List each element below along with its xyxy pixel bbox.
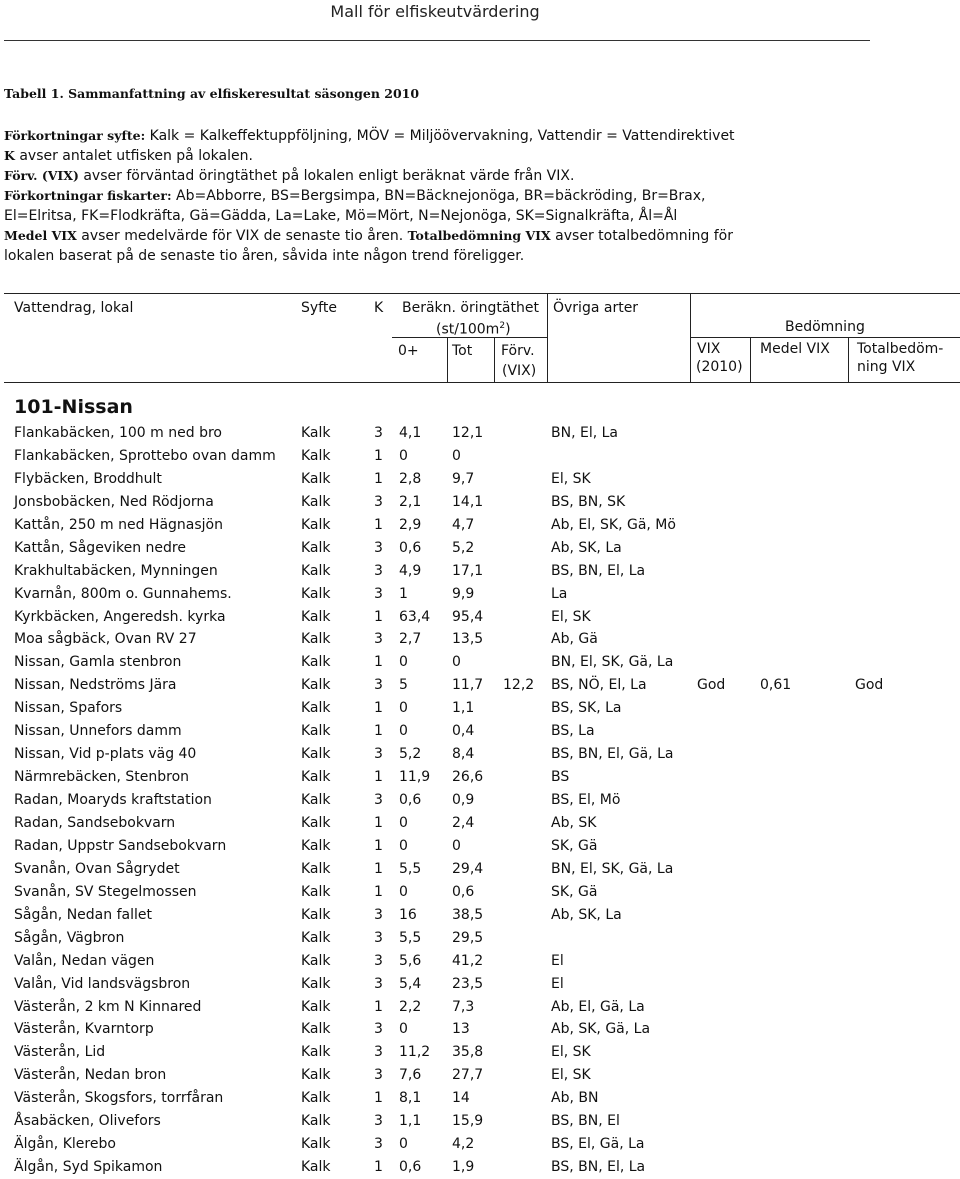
col-forv: Förv. [501,343,535,359]
cell-ovriga: El [551,952,564,969]
cell-syfte: Kalk [301,539,331,556]
cell-k: 1 [374,837,383,854]
cell-k: 1 [374,1090,383,1107]
cell-ovriga: Ab, El, SK, Gä, Mö [551,516,676,533]
cell-name: Västerån, Kvarntorp [14,1021,154,1038]
cell-syfte: Kalk [301,425,331,441]
cell-name: Älgån, Syd Spikamon [14,1159,163,1176]
cell-name: Kattån, Sågeviken nedre [14,539,186,556]
cell-name: Västerån, Nedan bron [14,1067,167,1084]
table-row [0,812,960,835]
cell-ovriga: SK, Gä [551,837,598,854]
table-row [0,537,960,560]
col-total-cont: ning VIX [857,359,916,375]
cell-ovriga: BS, La [551,723,595,740]
table-row [0,651,960,674]
col-vix: VIX [697,341,721,357]
cell-syfte: Kalk [301,769,331,786]
cell-p0: 0 [399,447,408,464]
table-row [0,445,960,468]
cell-tot: 0,9 [452,792,475,809]
cell-ovriga: El, SK [551,608,591,625]
table-row [0,950,960,973]
cell-name: Krakhultabäcken, Mynningen [14,562,218,579]
table-row [0,468,960,491]
cell-p0: 2,7 [399,631,422,648]
cell-p0: 0 [399,837,408,854]
cell-tot: 95,4 [452,608,484,625]
cell-ovriga: La [551,585,568,602]
fisk-legend-cont: El=Elritsa, FK=Flodkräfta, Gä=Gädda, La=Lake, Mö=Mört, N=Nejonöga, SK=Signalkräfta, Ål=Ål [4,208,678,224]
sep-2 [494,338,495,382]
cell-p0: 4,1 [399,425,422,441]
cell-syfte: Kalk [301,906,331,923]
cell-p0: 5,5 [399,929,422,946]
cell-total: God [855,677,884,694]
cell-syfte: Kalk [301,860,331,877]
cell-syfte: Kalk [301,677,331,694]
cell-ovriga: BS [551,769,570,786]
cell-tot: 4,2 [452,1136,475,1153]
cell-syfte: Kalk [301,608,331,625]
table-row [0,835,960,858]
col-p0: 0+ [398,343,419,359]
cell-syfte: Kalk [301,516,331,533]
cell-p0: 11,2 [399,1044,431,1061]
cell-tot: 41,2 [452,952,484,969]
col-ovriga: Övriga arter [553,300,639,316]
cell-k: 3 [374,631,383,648]
cell-syfte: Kalk [301,883,331,900]
table-row [0,1064,960,1087]
cell-tot: 9,7 [452,470,475,487]
cell-p0: 2,1 [399,493,422,510]
cell-vix: God [697,677,726,694]
col-syfte: Syfte [301,300,337,316]
cell-tot: 2,4 [452,814,475,831]
fisk-legend: Förkortningar fiskarter: Ab=Abborre, BS=Bergsimpa, BN=Bäcknejonöga, BR=bäckröding, Br=Brax, [4,188,706,204]
forv-legend: Förv. (VIX) avser förväntad öringtäthet på lokalen enligt beräknat värde från VIX. [4,168,575,184]
cell-ovriga: Ab, SK, Gä, La [551,1021,651,1038]
cell-ovriga: El, SK [551,1044,591,1061]
cell-name: Kvarnån, 800m o. Gunnahems. [14,585,232,602]
cell-ovriga: BS, BN, El, La [551,1159,646,1176]
cell-ovriga: El [551,975,564,992]
cell-syfte: Kalk [301,631,331,648]
cell-name: Valån, Nedan vägen [14,952,155,969]
cell-tot: 1,9 [452,1159,475,1176]
cell-name: Jonsbobäcken, Ned Rödjorna [14,493,214,510]
cell-k: 3 [374,1044,383,1061]
cell-tot: 9,9 [452,585,475,602]
cell-k: 3 [374,425,383,441]
cell-tot: 35,8 [452,1044,484,1061]
cell-p0: 11,9 [399,769,431,786]
table-top-rule [4,293,960,294]
table-row [0,881,960,904]
table-row [0,560,960,583]
cell-p0: 0,6 [399,1159,422,1176]
col-medel: Medel VIX [760,341,830,357]
cell-name: Valån, Vid landsvägsbron [14,975,191,992]
cell-p0: 0 [399,654,408,671]
cell-tot: 38,5 [452,906,484,923]
table-row [0,973,960,996]
cell-ovriga: El, SK [551,1067,591,1084]
cell-k: 3 [374,792,383,809]
cell-tot: 8,4 [452,746,475,763]
table-row [0,674,960,697]
col-forv-vix: (VIX) [502,363,537,379]
cell-tot: 13,5 [452,631,484,648]
cell-name: Flybäcken, Broddhult [14,470,162,487]
sep-4 [690,294,691,382]
cell-syfte: Kalk [301,493,331,510]
cell-k: 1 [374,447,383,464]
table-caption: Tabell 1. Sammanfattning av elfiskeresultat säsongen 2010 [4,86,420,101]
cell-p0: 16 [399,906,417,923]
cell-k: 1 [374,654,383,671]
cell-p0: 0 [399,700,408,717]
bedomning-rule [690,337,960,338]
col-berakn-unit: $(st/100m^2)$ [436,321,511,338]
cell-tot: 0,6 [452,883,475,900]
cell-ovriga: BS, BN, El, La [551,562,646,579]
cell-name: Västerån, Lid [14,1044,106,1061]
total-legend-cont: lokalen baserat på de senaste tio åren, såvida inte någon trend föreligger. [4,248,525,264]
cell-tot: 23,5 [452,975,484,992]
cell-name: Nissan, Nedströms Jära [14,677,177,694]
cell-tot: 0,4 [452,723,475,740]
cell-tot: 7,3 [452,998,475,1015]
cell-tot: 0 [452,654,461,671]
cell-p0: 2,2 [399,998,422,1015]
cell-syfte: Kalk [301,654,331,671]
cell-syfte: Kalk [301,470,331,487]
cell-syfte: Kalk [301,1044,331,1061]
cell-ovriga: El, SK [551,470,591,487]
cell-ovriga: BS, BN, El [551,1113,620,1130]
cell-syfte: Kalk [301,447,331,464]
cell-tot: 26,6 [452,769,484,786]
col-tot: Tot [452,343,473,359]
cell-name: Älgån, Klerebo [14,1136,116,1153]
cell-k: 3 [374,539,383,556]
cell-ovriga: BS, NÖ, El, La [551,677,647,694]
cell-name: Nissan, Gamla stenbron [14,654,182,671]
cell-k: 3 [374,562,383,579]
section-title: 101-Nissan [14,396,133,418]
cell-name: Svanån, SV Stegelmossen [14,883,197,900]
cell-tot: 0 [452,447,461,464]
cell-syfte: Kalk [301,562,331,579]
cell-k: 1 [374,860,383,877]
cell-p0: 7,6 [399,1067,422,1084]
cell-syfte: Kalk [301,837,331,854]
col-k: K [374,300,384,316]
cell-ovriga: BS, SK, La [551,700,622,717]
cell-syfte: Kalk [301,998,331,1015]
table-row [0,1018,960,1041]
cell-k: 1 [374,700,383,717]
cell-syfte: Kalk [301,1021,331,1038]
cell-tot: 29,4 [452,860,484,877]
cell-tot: 17,1 [452,562,484,579]
cell-k: 1 [374,516,383,533]
cell-ovriga: BS, El, Gä, La [551,1136,645,1153]
cell-name: Kattån, 250 m ned Hägnasjön [14,516,223,533]
cell-syfte: Kalk [301,746,331,763]
cell-tot: 5,2 [452,539,475,556]
cell-medel: 0,61 [760,677,792,694]
cell-ovriga: BS, BN, SK [551,493,626,510]
table-row [0,1110,960,1133]
cell-syfte: Kalk [301,1136,331,1153]
table-header-bottom-rule [4,382,960,383]
cell-tot: 1,1 [452,700,475,717]
cell-tot: 14 [452,1090,470,1107]
cell-name: Västerån, Skogsfors, torrfåran [14,1090,224,1107]
cell-ovriga: BN, El, La [551,425,618,441]
cell-name: Kyrkbäcken, Angeredsh. kyrka [14,608,226,625]
table-row [0,1133,960,1156]
syfte-legend: Förkortningar syfte: Kalk = Kalkeffektuppföljning, MÖV = Miljöövervakning, Vattendir = Vattendirektivet [4,128,735,144]
cell-ovriga: Ab, SK, La [551,539,622,556]
berakn-rule [392,337,548,338]
cell-p0: 0 [399,883,408,900]
cell-k: 3 [374,1113,383,1130]
cell-tot: 15,9 [452,1113,484,1130]
cell-k: 1 [374,814,383,831]
table-row [0,743,960,766]
page-header: Mall för elfiskeutvärdering [330,2,540,21]
table-row [0,766,960,789]
cell-k: 1 [374,1159,383,1176]
table-row [0,1156,960,1179]
table-row [0,904,960,927]
table-row [0,606,960,629]
cell-syfte: Kalk [301,723,331,740]
cell-syfte: Kalk [301,929,331,946]
cell-p0: 5 [399,677,408,694]
cell-k: 1 [374,608,383,625]
table-row [0,1087,960,1110]
cell-k: 3 [374,585,383,602]
table-row [0,720,960,743]
cell-name: Nissan, Unnefors damm [14,723,182,740]
cell-ovriga: BN, El, SK, Gä, La [551,654,674,671]
cell-k: 3 [374,952,383,969]
cell-p0: 5,2 [399,746,422,763]
cell-ovriga: Ab, SK, La [551,906,622,923]
cell-ovriga: Ab, El, Gä, La [551,998,645,1015]
table-row [0,927,960,950]
cell-k: 1 [374,769,383,786]
table-row [0,422,960,445]
table-row [0,514,960,537]
col-total: Totalbedöm- [857,341,944,357]
cell-tot: 12,1 [452,425,484,441]
cell-p0: 0 [399,1021,408,1038]
cell-syfte: Kalk [301,1067,331,1084]
cell-p0: 2,8 [399,470,422,487]
cell-p0: 4,9 [399,562,422,579]
sep-5 [750,338,751,382]
table-row [0,996,960,1019]
cell-ovriga: Ab, BN [551,1090,599,1107]
cell-syfte: Kalk [301,975,331,992]
cell-k: 3 [374,1067,383,1084]
sep-3 [547,294,548,382]
cell-k: 3 [374,1021,383,1038]
col-berakn: Beräkn. öringtäthet [402,300,539,316]
cell-forv: 12,2 [503,677,535,694]
sep-6 [848,338,849,382]
cell-k: 3 [374,746,383,763]
cell-p0: 2,9 [399,516,422,533]
cell-ovriga: SK, Gä [551,883,598,900]
table-row [0,697,960,720]
cell-name: Närmrebäcken, Stenbron [14,769,190,786]
cell-tot: 4,7 [452,516,475,533]
cell-k: 3 [374,493,383,510]
cell-ovriga: BS, El, Mö [551,792,621,809]
table-row [0,789,960,812]
table-row [0,1041,960,1064]
cell-p0: 8,1 [399,1090,422,1107]
cell-name: Sågån, Vägbron [14,929,125,946]
cell-name: Radan, Moaryds kraftstation [14,792,212,809]
cell-tot: 29,5 [452,929,484,946]
table-row [0,491,960,514]
cell-name: Moa sågbäck, Ovan RV 27 [14,631,197,648]
cell-name: Flankabäcken, Sprottebo ovan damm [14,447,276,464]
col-vattendrag: Vattendrag, lokal [14,300,134,316]
cell-name: Nissan, Vid p-plats väg 40 [14,746,197,763]
cell-p0: 5,5 [399,860,422,877]
cell-syfte: Kalk [301,1159,331,1176]
cell-k: 1 [374,470,383,487]
cell-ovriga: Ab, SK [551,814,597,831]
cell-p0: 0 [399,723,408,740]
cell-p0: 0,6 [399,539,422,556]
cell-k: 3 [374,1136,383,1153]
cell-p0: 5,4 [399,975,422,992]
cell-p0: 1,1 [399,1113,422,1130]
col-bedomning: Bedömning [785,319,865,335]
cell-syfte: Kalk [301,1113,331,1130]
cell-p0: 63,4 [399,608,431,625]
cell-syfte: Kalk [301,952,331,969]
cell-name: Radan, Uppstr Sandsebokvarn [14,837,227,854]
cell-ovriga: BN, El, SK, Gä, La [551,860,674,877]
cell-name: Sågån, Nedan fallet [14,906,152,923]
intro-text [4,84,954,266]
cell-k: 1 [374,998,383,1015]
cell-syfte: Kalk [301,585,331,602]
cell-name: Västerån, 2 km N Kinnared [14,998,202,1015]
sep-1 [447,338,448,382]
cell-k: 1 [374,723,383,740]
cell-name: Nissan, Spafors [14,700,123,717]
cell-syfte: Kalk [301,814,331,831]
cell-tot: 13 [452,1021,470,1038]
cell-tot: 14,1 [452,493,484,510]
cell-name: Radan, Sandsebokvarn [14,814,176,831]
cell-k: 3 [374,929,383,946]
cell-syfte: Kalk [301,700,331,717]
cell-syfte: Kalk [301,1090,331,1107]
medel-legend: Medel VIX avser medelvärde för VIX de senaste tio åren. Totalbedömning VIX avser totalbedömning för [4,228,733,244]
cell-p0: 5,6 [399,952,422,969]
cell-p0: 0 [399,1136,408,1153]
cell-name: Flankabäcken, 100 m ned bro [14,425,222,441]
cell-k: 1 [374,883,383,900]
cell-ovriga: BS, BN, El, Gä, La [551,746,674,763]
table-row [0,858,960,881]
table-row [0,583,960,606]
cell-k: 3 [374,975,383,992]
header-rule [4,40,870,41]
cell-name: Åsabäcken, Olivefors [14,1113,161,1130]
table-row [0,628,960,651]
cell-k: 3 [374,677,383,694]
cell-p0: 0,6 [399,792,422,809]
cell-ovriga: Ab, Gä [551,631,598,648]
cell-tot: 0 [452,837,461,854]
cell-tot: 27,7 [452,1067,484,1084]
cell-syfte: Kalk [301,792,331,809]
cell-p0: 0 [399,814,408,831]
cell-tot: 11,7 [452,677,484,694]
cell-p0: 1 [399,585,408,602]
k-legend: K avser antalet utfisken på lokalen. [4,148,253,164]
cell-name: Svanån, Ovan Sågrydet [14,860,180,877]
cell-k: 3 [374,906,383,923]
col-vix-year: (2010) [696,359,743,375]
